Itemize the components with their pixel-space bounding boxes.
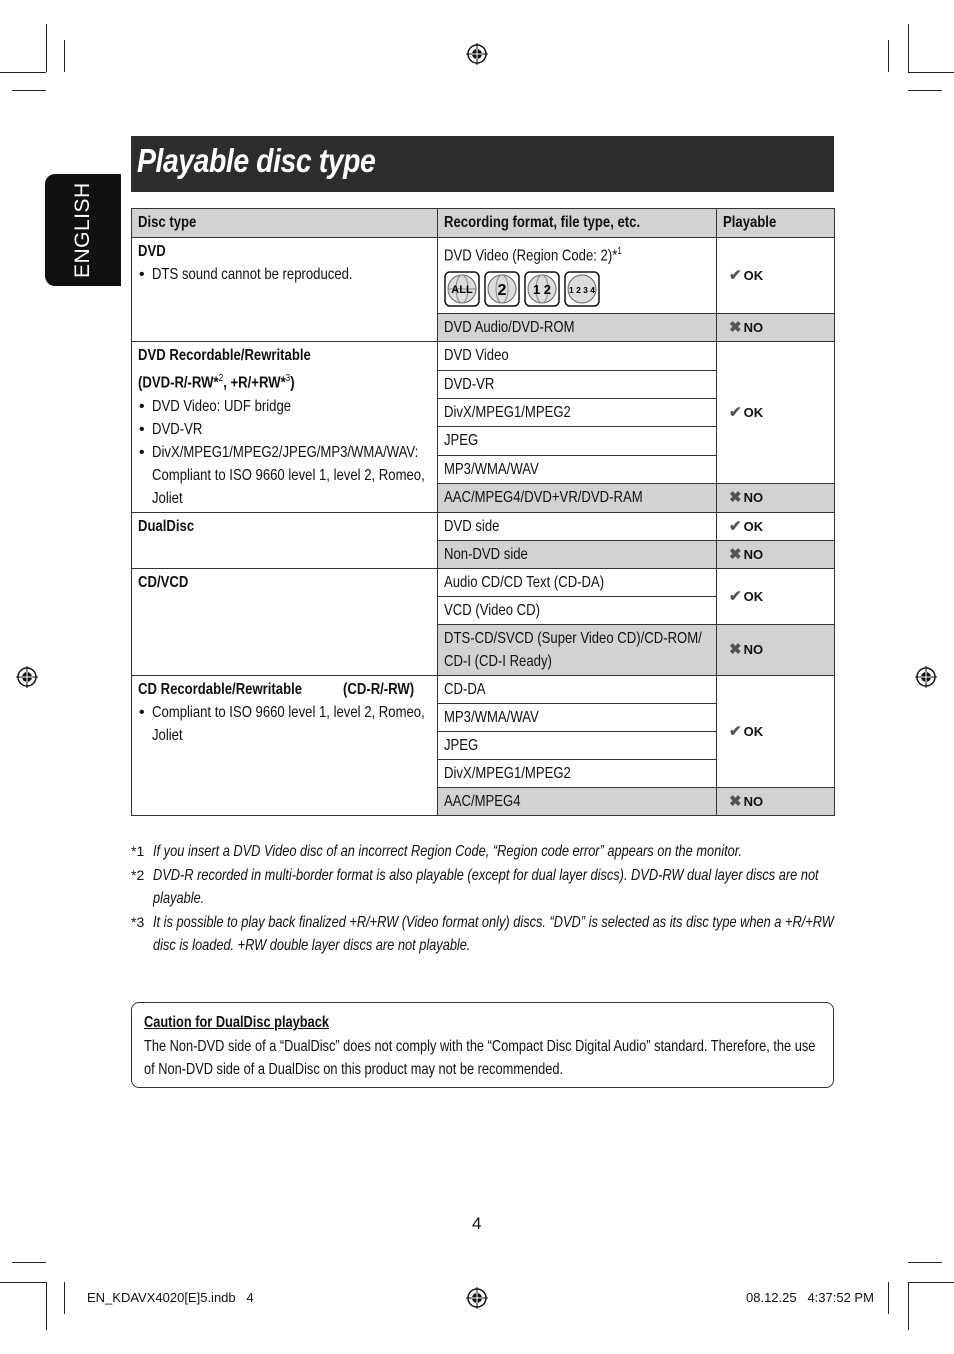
caution-heading: Caution for DualDisc playback: [144, 1014, 329, 1031]
disc-name: CD/VCD: [138, 573, 189, 591]
svg-text:1 2 3 4: 1 2 3 4: [569, 285, 595, 296]
playable-cell: [717, 342, 835, 484]
print-slug-file: EN_KDAVX4020[E]5.indb 4: [87, 1290, 254, 1305]
crop-mark: [12, 90, 46, 91]
format-cell: DTS-CD/SVCD (Super Video CD)/CD-ROM/ CD-I (CD-I Ready): [438, 624, 717, 675]
playable-cell: [717, 238, 835, 314]
format-cell: DVD Audio/DVD-ROM: [438, 314, 717, 342]
table-row: [132, 675, 835, 703]
print-slug-date: 08.12.25 4:37:52 PM: [746, 1290, 874, 1305]
cross-icon: ✖: [729, 489, 742, 507]
format-cell: DivX/MPEG1/MPEG2: [438, 759, 717, 787]
disc-name: DVD: [138, 243, 166, 260]
region-code-icons: [444, 271, 710, 307]
format-cell: CD-DA: [438, 675, 717, 703]
cross-icon: ✖: [729, 641, 742, 659]
playable-cell: [717, 568, 835, 624]
disc-subtype: (DVD-R/-RW*$^2$, +R/+RW*$^3$): [138, 373, 295, 392]
playable-cell: [717, 314, 835, 342]
format-cell: VCD (Video CD): [438, 596, 717, 624]
region-1-2-icon: [524, 271, 560, 307]
no-badge: ✖ NO: [729, 790, 763, 813]
svg-text:1 2: 1 2: [532, 282, 552, 298]
crop-mark: [888, 1282, 889, 1314]
check-icon: ✔: [729, 267, 742, 285]
language-tab: [45, 174, 121, 286]
registration-mark-icon: [16, 666, 38, 688]
crop-mark: [46, 1282, 47, 1330]
playable-cell: [717, 675, 835, 787]
format-cell: DVD Video: [438, 342, 717, 370]
header-playable: Playable: [717, 209, 835, 238]
crop-mark: [12, 1262, 46, 1263]
crop-mark: [64, 1282, 65, 1314]
disc-type-cell: [132, 512, 438, 568]
caution-box: [131, 1002, 834, 1088]
crop-mark: [908, 24, 909, 72]
disc-type-cell: [132, 675, 438, 815]
format-cell: DVD side: [438, 512, 717, 540]
list-item: • Compliant to ISO 9660 level 1, level 2, Romeo, Joliet: [138, 701, 431, 747]
list-item: • DVD-VR: [138, 418, 431, 441]
ok-badge: ✔ OK: [729, 515, 763, 538]
disc-type-table: [131, 208, 835, 816]
svg-text:2: 2: [497, 282, 507, 300]
playable-cell: [717, 512, 835, 540]
disc-name: CD Recordable/Rewritable: [138, 680, 303, 698]
crop-mark: [908, 1282, 909, 1330]
no-badge: ✖ NO: [729, 638, 763, 661]
crop-mark: [908, 1262, 942, 1263]
check-icon: ✔: [729, 517, 742, 535]
ok-badge: ✔ OK: [729, 264, 763, 287]
format-cell: DVD-VR: [438, 370, 717, 398]
language-tab-label: ENGLISH: [71, 182, 94, 278]
format-cell: JPEG: [438, 427, 717, 455]
cross-icon: ✖: [729, 545, 742, 563]
format-cell: DivX/MPEG1/MPEG2: [438, 399, 717, 427]
list-item: • DivX/MPEG1/MPEG2/JPEG/MP3/WMA/WAV: Compliant to ISO 9660 level 1, level 2, Romeo, Joliet: [138, 441, 431, 510]
table-row: [132, 568, 835, 596]
format-cell: JPEG: [438, 731, 717, 759]
crop-mark: [46, 24, 47, 72]
crop-mark: [888, 40, 889, 72]
crop-mark: [0, 1282, 46, 1283]
disc-name: DVD Recordable/Rewritable: [138, 347, 311, 365]
check-icon: ✔: [729, 722, 742, 740]
footnote: *1 If you insert a DVD Video disc of an incorrect Region Code, “Region code error” appears on the monitor.: [131, 843, 743, 860]
disc-name: DualDisc: [138, 517, 195, 535]
crop-mark: [908, 90, 942, 91]
header-recording-format: Recording format, file type, etc.: [438, 209, 717, 238]
ok-badge: ✔ OK: [729, 401, 763, 424]
registration-mark-icon: [466, 43, 488, 65]
playable-cell: [717, 540, 835, 568]
playable-cell: [717, 624, 835, 675]
registration-mark-icon: [466, 1287, 488, 1309]
crop-mark: [64, 40, 65, 72]
format-cell: AAC/MPEG4: [438, 787, 717, 815]
region-1-2-3-4-icon: [564, 271, 600, 307]
check-icon: ✔: [729, 587, 742, 605]
ok-badge: ✔ OK: [729, 585, 763, 608]
disc-type-cell: [132, 342, 438, 512]
footnote: *2 DVD-R recorded in multi-border format is also playable (except for dual layer discs). DVD-RW dual layer discs are not playable.: [131, 866, 819, 907]
registration-mark-icon: [915, 666, 937, 688]
caution-body: The Non-DVD side of a “DualDisc” does not comply with the “Compact Disc Digital Audio” standard. Therefore, the use of Non-DVD side of a DualDisc on this product may not be recommended.: [144, 1037, 816, 1078]
format-cell: [438, 238, 717, 314]
table-row: [132, 342, 835, 370]
header-disc-type: Disc type: [132, 209, 438, 238]
table-header-row: [132, 209, 835, 238]
footnotes: [131, 840, 841, 958]
format-cell: MP3/WMA/WAV: [438, 703, 717, 731]
table-row: [132, 238, 835, 314]
no-badge: ✖ NO: [729, 543, 763, 566]
format-cell: MP3/WMA/WAV: [438, 455, 717, 483]
playable-cell: [717, 484, 835, 512]
crop-mark: [908, 1282, 954, 1283]
cross-icon: ✖: [729, 792, 742, 810]
cross-icon: ✖: [729, 319, 742, 337]
format-cell: Non-DVD side: [438, 540, 717, 568]
list-item: • DVD Video: UDF bridge: [138, 395, 431, 418]
format-label: DVD Video (Region Code: 2)*$^1$: [444, 246, 622, 265]
check-icon: ✔: [729, 404, 742, 422]
ok-badge: ✔ OK: [729, 720, 763, 743]
no-badge: ✖ NO: [729, 316, 763, 339]
svg-text:ALL: ALL: [451, 284, 473, 297]
footnote: *3 It is possible to play back finalized +R/+RW (Video format only) discs. “DVD” is selected as its disc type when a +R/+RW disc is loaded. +RW double layer discs are not playable.: [131, 913, 834, 954]
disc-type-cell: [132, 568, 438, 675]
region-2-icon: [484, 271, 520, 307]
table-row: [132, 512, 835, 540]
format-cell: Audio CD/CD Text (CD-DA): [438, 568, 717, 596]
title-bar: [131, 136, 834, 192]
crop-mark: [908, 72, 954, 73]
page-number: 4: [472, 1214, 482, 1233]
format-cell: AAC/MPEG4/DVD+VR/DVD-RAM: [438, 484, 717, 512]
disc-type-cell: [132, 238, 438, 342]
disc-subtype: (CD-R/-RW): [342, 680, 414, 698]
playable-cell: [717, 787, 835, 815]
list-item: • DTS sound cannot be reproduced.: [138, 263, 431, 286]
page-title: Playable disc type: [137, 142, 376, 179]
crop-mark: [0, 72, 46, 73]
no-badge: ✖ NO: [729, 486, 763, 509]
region-all-icon: [444, 271, 480, 307]
